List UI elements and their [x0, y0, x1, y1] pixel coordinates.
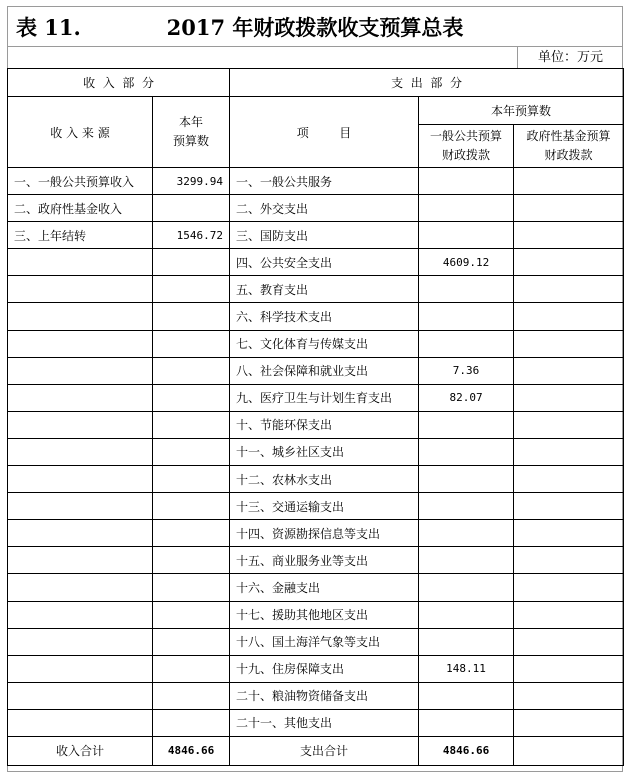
table-row	[8, 520, 624, 547]
general-budget-cell	[419, 466, 514, 493]
income-part-header: 收 入 部 分	[8, 69, 230, 97]
income-amount-cell	[153, 682, 230, 709]
gov-fund-cell	[514, 222, 624, 249]
table-row	[8, 493, 624, 520]
expense-item-cell: 二、外交支出	[230, 195, 419, 222]
general-budget-line2: 财政拨款	[442, 148, 491, 162]
general-budget-cell	[419, 628, 514, 655]
income-amount-cell	[153, 384, 230, 411]
table-row	[8, 628, 624, 655]
gov-fund-cell	[514, 682, 624, 709]
table-row	[8, 438, 624, 465]
expense-item-cell: 十八、国土海洋气象等支出	[230, 628, 419, 655]
general-budget-cell: 148.11	[419, 655, 514, 682]
income-source-cell: 二、政府性基金收入	[8, 195, 153, 222]
page-title: 2017 年财政拨款收支预算总表	[166, 15, 464, 40]
general-budget-cell: 4609.12	[419, 249, 514, 276]
income-budget-line2: 预算数	[173, 134, 210, 148]
income-source-cell: 一、一般公共预算收入	[8, 168, 153, 195]
income-source-cell	[8, 493, 153, 520]
gov-fund-cell	[514, 384, 624, 411]
income-amount-cell	[153, 628, 230, 655]
income-source-cell	[8, 384, 153, 411]
expense-item-cell: 十七、援助其他地区支出	[230, 601, 419, 628]
expense-item-cell: 十、节能环保支出	[230, 411, 419, 438]
general-budget-cell	[419, 411, 514, 438]
gov-fund-cell	[514, 709, 624, 736]
income-budget-header	[153, 97, 230, 168]
income-amount-cell: 1546.72	[153, 222, 230, 249]
unit-row	[7, 46, 623, 68]
income-source-cell: 三、上年结转	[8, 222, 153, 249]
general-budget-cell	[419, 303, 514, 330]
table-row	[8, 222, 624, 249]
income-amount-cell	[153, 303, 230, 330]
income-source-cell	[8, 276, 153, 303]
income-source-header	[8, 97, 153, 168]
gov-fund-cell	[514, 466, 624, 493]
general-budget-cell	[419, 493, 514, 520]
gov-fund-line2: 财政拨款	[544, 148, 593, 162]
expense-item-cell: 十二、农林水支出	[230, 466, 419, 493]
expense-item-cell: 十五、商业服务业等支出	[230, 547, 419, 574]
unit-label: 单位：万元	[517, 47, 623, 69]
header-row-1	[8, 69, 624, 97]
general-budget-cell	[419, 330, 514, 357]
expense-item-cell: 十四、资源勘探信息等支出	[230, 520, 419, 547]
income-source-cell	[8, 709, 153, 736]
table-row	[8, 709, 624, 736]
item-header	[230, 97, 419, 168]
income-total-label: 收入合计	[8, 736, 153, 765]
table-row	[8, 195, 624, 222]
income-total-value: 4846.66	[153, 736, 230, 765]
gov-fund-cell	[514, 357, 624, 384]
gov-fund-cell	[514, 438, 624, 465]
income-amount-cell	[153, 357, 230, 384]
income-amount-cell	[153, 330, 230, 357]
expense-item-cell: 十三、交通运输支出	[230, 493, 419, 520]
table-row	[8, 357, 624, 384]
general-budget-cell	[419, 547, 514, 574]
general-budget-cell	[419, 438, 514, 465]
expense-item-cell: 七、文化体育与传媒支出	[230, 330, 419, 357]
income-source-cell	[8, 682, 153, 709]
table-body	[8, 168, 624, 737]
table-row	[8, 330, 624, 357]
general-budget-cell	[419, 682, 514, 709]
income-amount-cell	[153, 601, 230, 628]
general-budget-cell	[419, 709, 514, 736]
table-row	[8, 655, 624, 682]
item-header-label: 项 目	[296, 125, 352, 140]
general-budget-cell	[419, 276, 514, 303]
gov-fund-cell	[514, 195, 624, 222]
table-row	[8, 601, 624, 628]
expense-item-cell: 十六、金融支出	[230, 574, 419, 601]
income-budget-line1: 本年	[179, 115, 204, 129]
general-budget-cell: 82.07	[419, 384, 514, 411]
gov-fund-cell	[514, 493, 624, 520]
expense-item-cell: 十一、城乡社区支出	[230, 438, 419, 465]
income-amount-cell	[153, 709, 230, 736]
expense-item-cell: 二十、粮油物资储备支出	[230, 682, 419, 709]
income-source-cell	[8, 601, 153, 628]
income-amount-cell	[153, 195, 230, 222]
gov-fund-cell	[514, 303, 624, 330]
expense-item-cell: 二十一、其他支出	[230, 709, 419, 736]
gov-fund-cell	[514, 655, 624, 682]
table-row	[8, 466, 624, 493]
income-amount-cell	[153, 574, 230, 601]
income-amount-cell	[153, 438, 230, 465]
general-budget-header	[419, 125, 514, 168]
income-amount-cell	[153, 655, 230, 682]
gov-fund-cell	[514, 520, 624, 547]
expense-item-cell: 十九、住房保障支出	[230, 655, 419, 682]
gov-fund-cell	[514, 574, 624, 601]
expense-item-cell: 六、科学技术支出	[230, 303, 419, 330]
gov-fund-cell	[514, 168, 624, 195]
income-source-cell	[8, 466, 153, 493]
income-amount-cell	[153, 520, 230, 547]
fund-total-value	[514, 736, 624, 765]
income-source-cell	[8, 655, 153, 682]
income-source-cell	[8, 574, 153, 601]
expense-item-cell: 三、国防支出	[230, 222, 419, 249]
budget-group-header: 本年预算数	[419, 97, 624, 125]
gov-fund-cell	[514, 330, 624, 357]
gov-fund-cell	[514, 411, 624, 438]
general-budget-cell	[419, 601, 514, 628]
expense-part-header: 支 出 部 分	[230, 69, 624, 97]
income-amount-cell	[153, 411, 230, 438]
table-row	[8, 682, 624, 709]
income-source-cell	[8, 547, 153, 574]
general-budget-line1: 一般公共预算	[430, 129, 503, 143]
income-source-cell	[8, 438, 153, 465]
gov-fund-cell	[514, 601, 624, 628]
gov-fund-cell	[514, 276, 624, 303]
table-number: 表 11.	[16, 15, 81, 40]
general-budget-cell	[419, 168, 514, 195]
income-amount-cell	[153, 493, 230, 520]
gov-fund-cell	[514, 547, 624, 574]
table-row	[8, 249, 624, 276]
gov-fund-cell	[514, 628, 624, 655]
income-source-cell	[8, 357, 153, 384]
table-row	[8, 574, 624, 601]
expense-total-value: 4846.66	[419, 736, 514, 765]
income-amount-cell	[153, 249, 230, 276]
general-budget-cell: 7.36	[419, 357, 514, 384]
expense-item-cell: 九、医疗卫生与计划生育支出	[230, 384, 419, 411]
general-budget-cell	[419, 574, 514, 601]
income-source-cell	[8, 520, 153, 547]
gov-fund-header	[514, 125, 624, 168]
table-row	[8, 303, 624, 330]
income-source-cell	[8, 628, 153, 655]
expense-item-cell: 五、教育支出	[230, 276, 419, 303]
income-amount-cell	[153, 466, 230, 493]
expense-total-label: 支出合计	[230, 736, 419, 765]
table-row	[8, 384, 624, 411]
gov-fund-line1: 政府性基金预算	[526, 129, 611, 143]
table-row	[8, 411, 624, 438]
table-row	[8, 168, 624, 195]
table-row	[8, 547, 624, 574]
expense-item-cell: 八、社会保障和就业支出	[230, 357, 419, 384]
income-source-cell	[8, 303, 153, 330]
gov-fund-cell	[514, 249, 624, 276]
income-source-cell	[8, 411, 153, 438]
table-row	[8, 276, 624, 303]
income-source-cell	[8, 249, 153, 276]
income-source-cell	[8, 330, 153, 357]
general-budget-cell	[419, 195, 514, 222]
general-budget-cell	[419, 222, 514, 249]
expense-item-cell: 四、公共安全支出	[230, 249, 419, 276]
income-amount-cell: 3299.94	[153, 168, 230, 195]
general-budget-cell	[419, 520, 514, 547]
header-row-2	[8, 97, 624, 125]
totals-row	[8, 736, 624, 765]
income-source-label: 收 入 来 源	[50, 125, 110, 140]
income-amount-cell	[153, 547, 230, 574]
expense-item-cell: 一、一般公共服务	[230, 168, 419, 195]
budget-table	[7, 68, 624, 766]
income-amount-cell	[153, 276, 230, 303]
